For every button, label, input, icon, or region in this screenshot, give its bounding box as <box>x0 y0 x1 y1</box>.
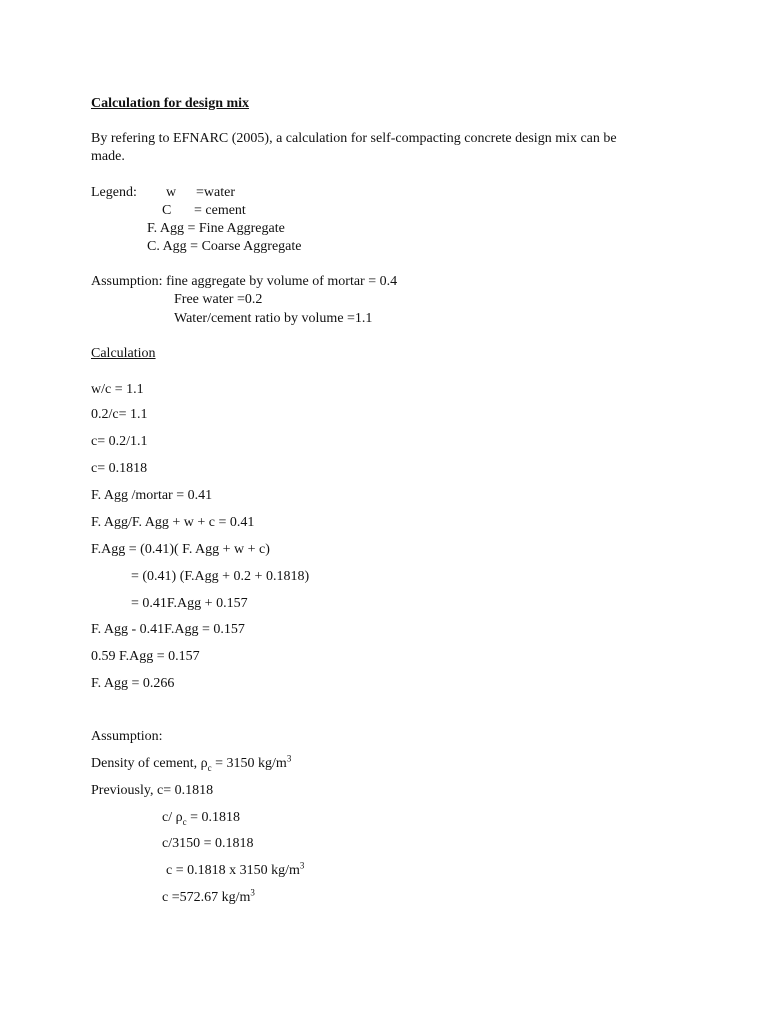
assumption-1-line-2: Free water =0.2 <box>174 292 263 307</box>
calc-line: 0.2/c= 1.1 <box>91 407 148 422</box>
step-4-line <box>162 889 255 907</box>
legend-fine-aggregate: F. Agg = Fine Aggregate <box>147 221 285 236</box>
step-1-value: = 0.1818 <box>186 810 240 825</box>
density-value: = 3150 kg/m <box>211 756 287 771</box>
step-1-prefix: c/ ρ <box>162 810 183 825</box>
calculation-heading: Calculation <box>91 346 156 361</box>
intro-line-2: made. <box>91 149 125 164</box>
calc-line: F. Agg = 0.266 <box>91 676 175 691</box>
previously-line: Previously, c= 0.1818 <box>91 783 214 798</box>
calc-line: F. Agg /mortar = 0.41 <box>91 488 213 503</box>
legend-coarse-aggregate: C. Agg = Coarse Aggregate <box>147 239 302 254</box>
calc-line: 0.59 F.Agg = 0.157 <box>91 649 200 664</box>
assumption-1-line-1: Assumption: fine aggregate by volume of mortar = 0.4 <box>91 274 398 289</box>
calc-line: c= 0.2/1.1 <box>91 434 148 449</box>
calc-line: F. Agg - 0.41F.Agg = 0.157 <box>91 622 245 637</box>
calc-line: F.Agg = (0.41)( F. Agg + w + c) <box>91 542 270 557</box>
step-2-line: c/3150 = 0.1818 <box>162 836 254 851</box>
step-1-line <box>162 809 240 827</box>
step-3-superscript: 3 <box>299 860 305 871</box>
density-prefix: Density of cement, ρ <box>91 756 208 771</box>
density-subscript: c <box>207 762 212 773</box>
legend-w-definition: =water <box>196 185 235 200</box>
step-3-line <box>166 862 304 880</box>
calc-line: F. Agg/F. Agg + w + c = 0.41 <box>91 515 255 530</box>
calc-line: = 0.41F.Agg + 0.157 <box>131 596 248 611</box>
calc-line: c= 0.1818 <box>91 461 148 476</box>
calc-line: = (0.41) (F.Agg + 0.2 + 0.1818) <box>131 569 310 584</box>
legend-label: Legend: <box>91 185 137 200</box>
assumption-2-label: Assumption: <box>91 729 163 744</box>
legend-w-symbol: w <box>166 185 177 200</box>
step-1-subscript: c <box>182 816 187 827</box>
step-4-value: c =572.67 kg/m <box>162 890 251 905</box>
assumption-1-line-3: Water/cement ratio by volume =1.1 <box>174 311 373 326</box>
intro-line-1: By refering to EFNARC (2005), a calculation for self-compacting concrete design mix can be <box>91 131 617 146</box>
step-3-value: c = 0.1818 x 3150 kg/m <box>166 863 300 878</box>
legend-c-symbol: C <box>162 203 172 218</box>
calc-line: w/c = 1.1 <box>91 382 144 397</box>
density-line <box>91 755 291 773</box>
legend-c-definition: = cement <box>194 203 246 218</box>
document-title: Calculation for design mix <box>91 96 250 111</box>
density-superscript: 3 <box>286 753 292 764</box>
step-4-superscript: 3 <box>250 887 255 898</box>
